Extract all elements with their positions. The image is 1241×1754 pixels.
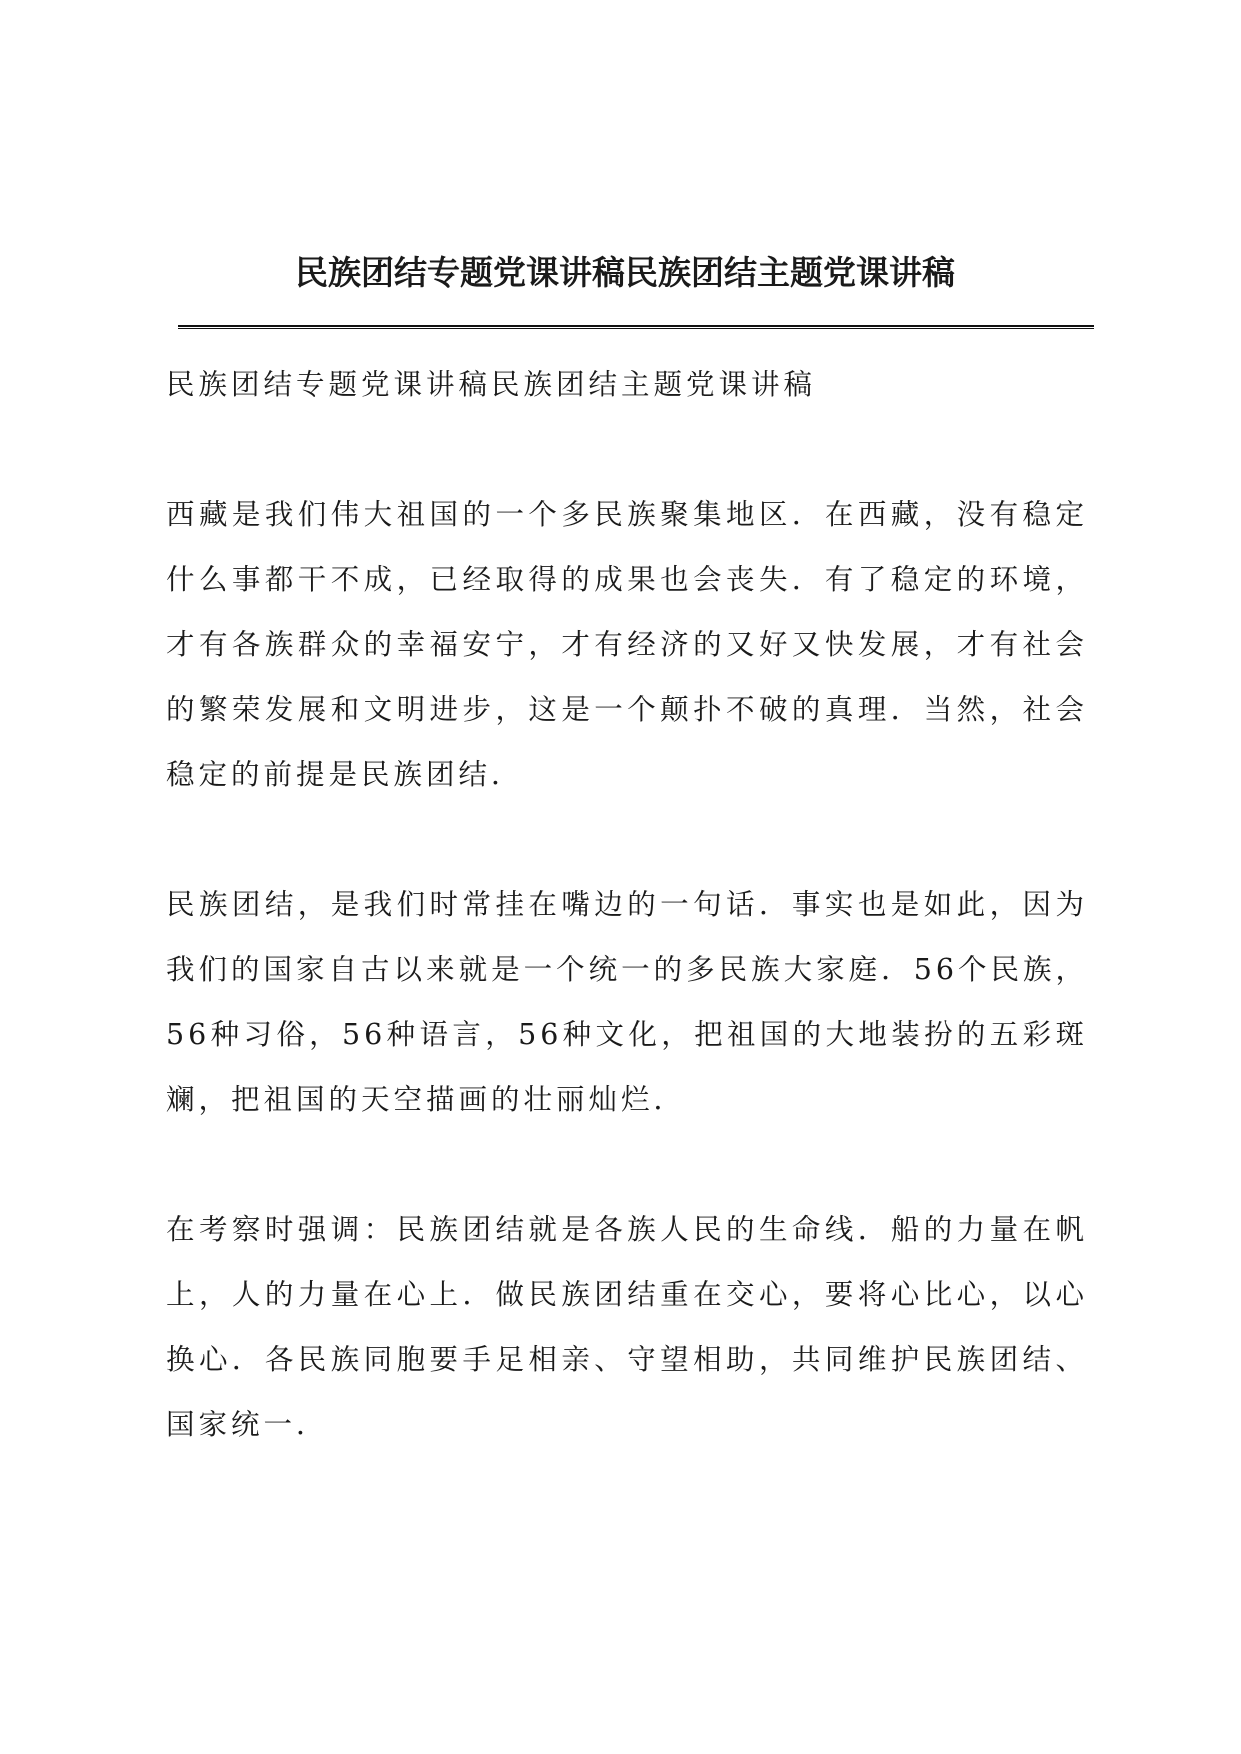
document-title: 民族团结专题党课讲稿民族团结主题党课讲稿	[295, 253, 955, 292]
paragraph-1: 西藏是我们伟大祖国的一个多民族聚集地区．在西藏，没有稳定什么事都干不成，已经取得的成果也会丧失．有了稳定的环境，才有各族群众的幸福安宁，才有经济的又好又快发展，才有社会的繁荣发展和文明进步，这是一个颠扑不破的真理．当然，社会稳定的前提是民族团结．	[166, 498, 1088, 791]
document-body	[166, 352, 1088, 1457]
title-divider	[178, 325, 1094, 329]
paragraph-3: 在考察时强调：民族团结就是各族人民的生命线．船的力量在帆上，人的力量在心上．做民族团结重在交心，要将心比心，以心换心．各民族同胞要手足相亲、守望相助，共同维护民族团结、国家统一．	[166, 1213, 1088, 1441]
document-subtitle: 民族团结专题党课讲稿民族团结主题党课讲稿	[166, 368, 817, 401]
paragraph-2: 民族团结，是我们时常挂在嘴边的一句话．事实也是如此，因为我们的国家自古以来就是一个统一的多民族大家庭．56个民族，56种习俗，56种语言，56种文化，把祖国的大地装扮的五彩斑斓，把祖国的天空描画的壮丽灿烂．	[166, 888, 1088, 1116]
